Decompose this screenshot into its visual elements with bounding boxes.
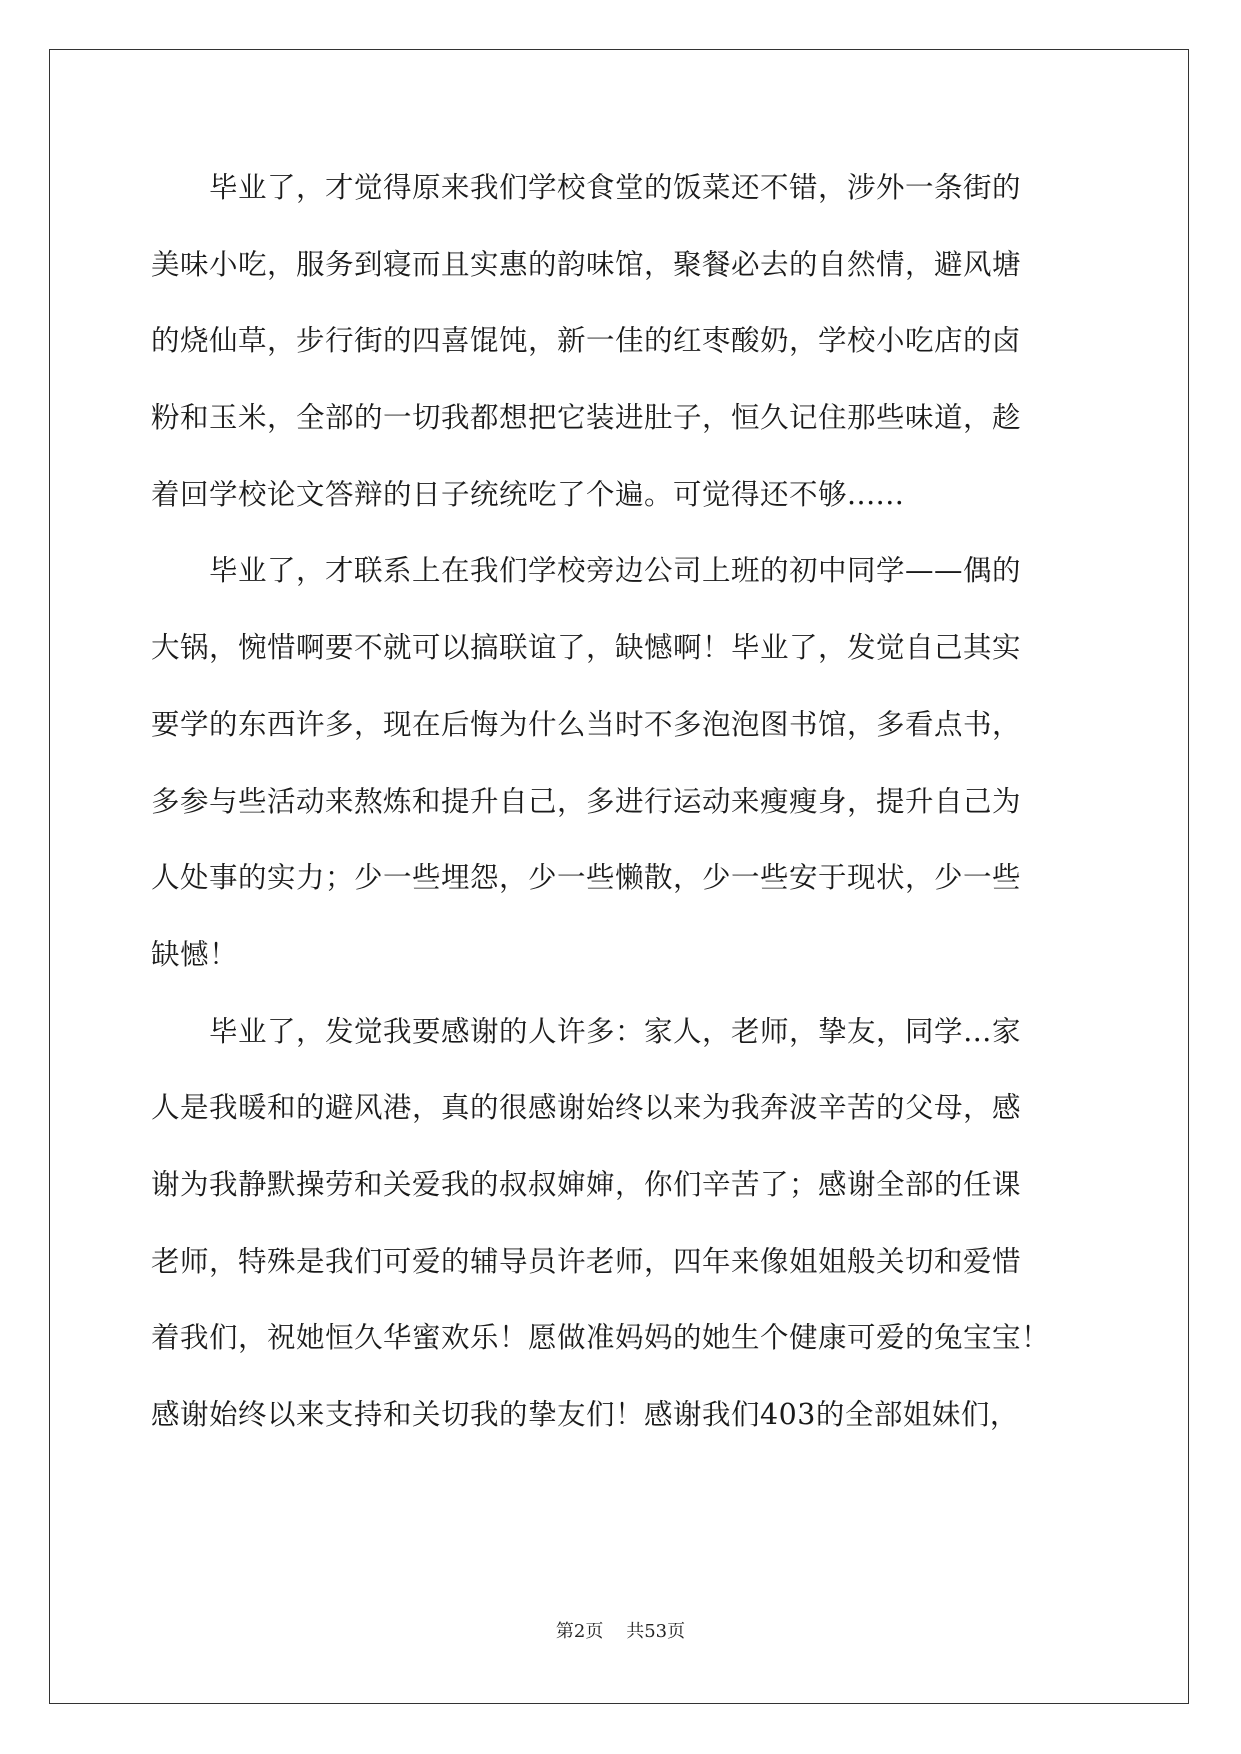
text-line: 着我们，祝她恒久华蜜欢乐！愿做准妈妈的她生个健康可爱的兔宝宝！ bbox=[151, 1321, 1051, 1355]
text-line: 粉和玉米，全部的一切我都想把它装进肚子，恒久记住那些味道，趁 bbox=[151, 401, 1022, 435]
text-line: 多参与些活动来熬炼和提升自己，多进行运动来瘦瘦身，提升自己为 bbox=[151, 784, 1022, 818]
text-line: 毕业了，才觉得原来我们学校食堂的饭菜还不错，涉外一条街的 bbox=[209, 171, 1022, 204]
text-line: 毕业了，才联系上在我们学校旁边公司上班的初中同学——偶的 bbox=[209, 554, 1022, 588]
text-line: 谢为我静默操劳和关爱我的叔叔婶婶，你们辛苦了；感谢全部的任课 bbox=[151, 1167, 1022, 1201]
text-line: 着回学校论文答辩的日子统统吃了个遍。可觉得还不够...... bbox=[151, 477, 905, 511]
text-line: 的烧仙草，步行街的四喜馄饨，新一佳的红枣酸奶，学校小吃店的卤 bbox=[151, 324, 1022, 358]
text-line: 要学的东西许多，现在后悔为什么当时不多泡泡图书馆，多看点书， bbox=[151, 707, 1022, 741]
text-line: 人处事的实力；少一些埋怨，少一些懒散，少一些安于现状，少一些 bbox=[151, 861, 1022, 895]
page-number: 第2页 bbox=[555, 1621, 604, 1642]
document-body bbox=[151, 150, 1101, 1454]
text-line: 美味小吃，服务到寝而且实惠的韵味馆，聚餐必去的自然情，避风塘 bbox=[151, 247, 1022, 281]
text-line: 人是我暖和的避风港，真的很感谢始终以来为我奔波辛苦的父母，感 bbox=[151, 1091, 1022, 1125]
text-line: 毕业了，发觉我要感谢的人许多：家人，老师，挚友，同学…家 bbox=[209, 1014, 1022, 1048]
page-total: 共53页 bbox=[626, 1621, 686, 1642]
text-line: 大锅，惋惜啊要不就可以搞联谊了，缺憾啊！毕业了，发觉自己其实 bbox=[151, 631, 1022, 665]
page-footer bbox=[0, 1617, 1241, 1643]
text-line: 感谢始终以来支持和关切我的挚友们！感谢我们403的全部姐妹们， bbox=[151, 1398, 1019, 1431]
text-line: 老师，特殊是我们可爱的辅导员许老师，四年来像姐姐般关切和爱惜 bbox=[151, 1244, 1022, 1278]
text-line: 缺憾！ bbox=[151, 937, 239, 971]
